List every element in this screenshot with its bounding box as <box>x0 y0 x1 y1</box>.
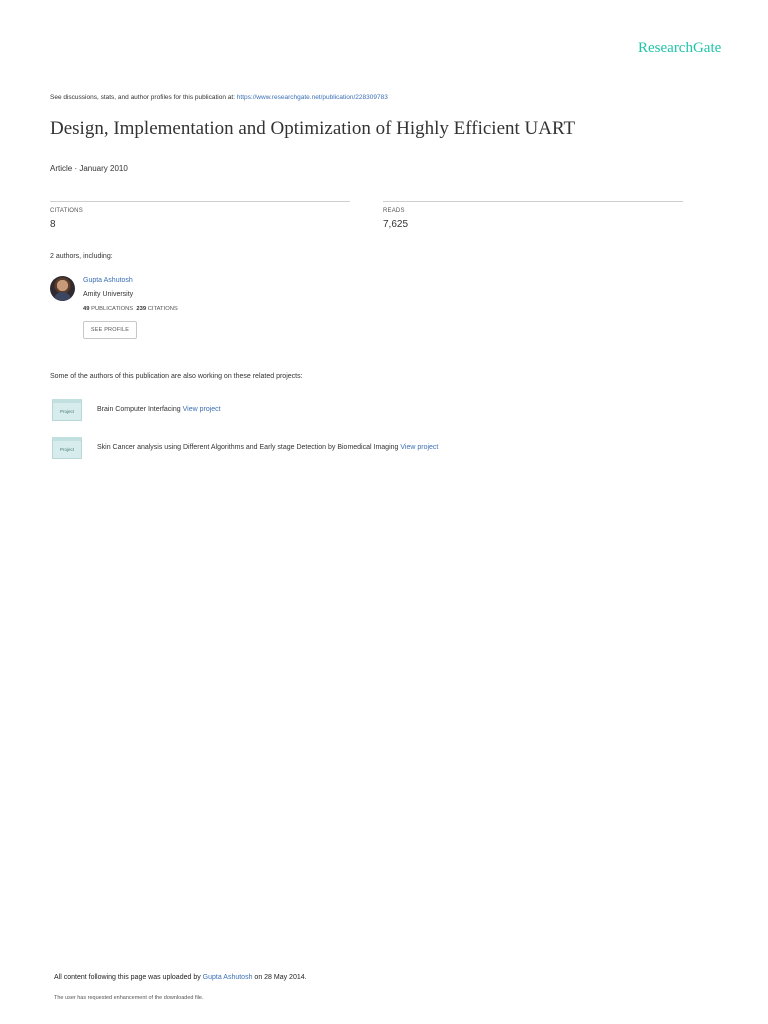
page-title: Design, Implementation and Optimization of Highly Efficient UART <box>50 118 576 139</box>
upload-footer <box>54 974 307 981</box>
publication-url-link[interactable]: https://www.researchgate.net/publication/228309783 <box>236 94 388 101</box>
upload-prefix: All content following this page was uploaded by <box>54 974 203 981</box>
project-item <box>97 444 438 451</box>
uploader-link[interactable]: Gupta Ashutosh <box>202 974 253 981</box>
project-name: Skin Cancer analysis using Different Algorithms and Early stage Detection by Biomedical Imaging <box>97 444 399 451</box>
author-avatar[interactable] <box>50 276 75 301</box>
reads-divider <box>383 201 683 202</box>
author-citations-count: 239 <box>136 306 147 312</box>
publications-count: 49 <box>83 306 90 312</box>
author-institution: Amity University <box>83 291 134 298</box>
upload-suffix: on 28 May 2014. <box>252 974 307 981</box>
enhancement-note: The user has requested enhancement of the downloaded file. <box>54 995 204 1001</box>
view-project-link[interactable]: View project <box>400 444 439 451</box>
see-profile-button[interactable]: SEE PROFILE <box>83 321 137 339</box>
related-projects-heading: Some of the authors of this publication are also working on these related projects: <box>50 373 303 380</box>
project-name: Brain Computer Interfacing <box>97 406 181 413</box>
project-icon: Project <box>52 437 82 459</box>
reads-label: READS <box>383 208 405 214</box>
article-meta: Article · January 2010 <box>50 164 128 173</box>
publication-source-line <box>50 94 388 101</box>
citations-value: 8 <box>50 219 56 230</box>
citations-divider <box>50 201 350 202</box>
publications-label: PUBLICATIONS <box>91 306 134 312</box>
view-project-link[interactable]: View project <box>182 406 221 413</box>
reads-value: 7,625 <box>383 219 409 230</box>
authors-heading: 2 authors, including: <box>50 253 113 260</box>
citations-label: CITATIONS <box>50 208 83 214</box>
author-stats <box>83 306 178 312</box>
author-citations-label: CITATIONS <box>147 306 178 312</box>
project-item <box>97 406 221 413</box>
researchgate-logo[interactable]: ResearchGate <box>638 40 722 56</box>
source-text: See discussions, stats, and author profiles for this publication at: <box>50 94 237 101</box>
author-name-link[interactable]: Gupta Ashutosh <box>83 277 133 284</box>
project-icon: Project <box>52 399 82 421</box>
